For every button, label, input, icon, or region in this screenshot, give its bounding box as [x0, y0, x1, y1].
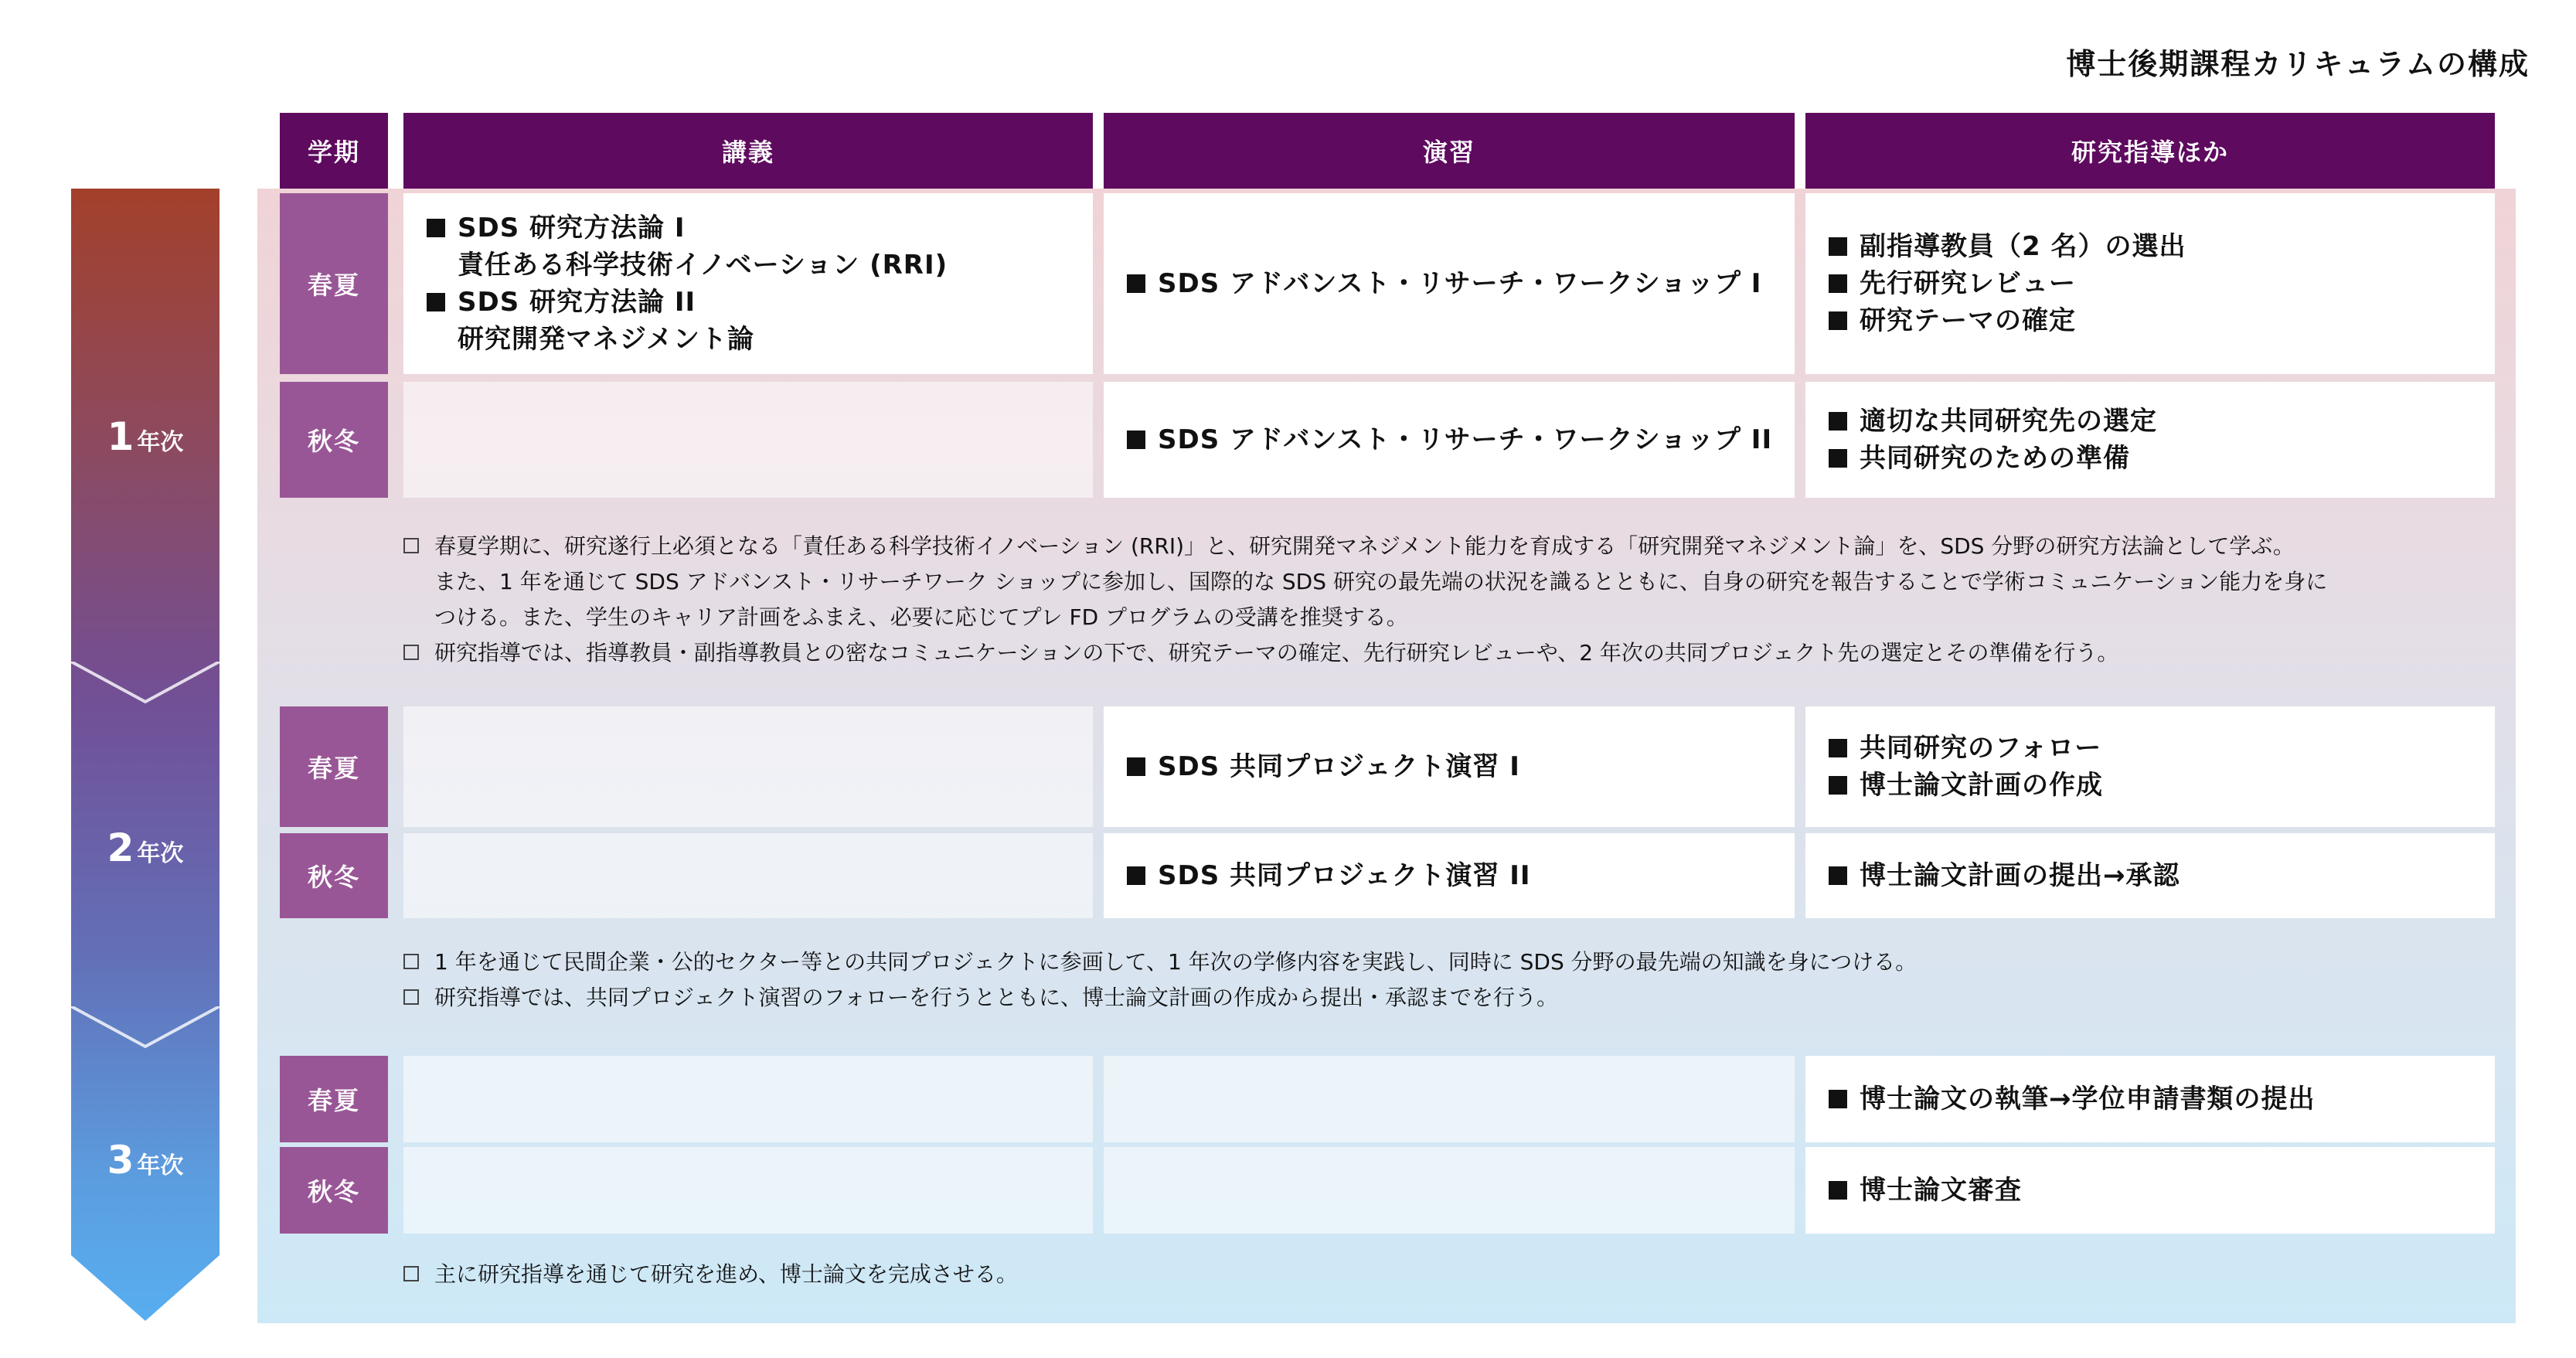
note-item: 主に研究指導を通じて研究を進め、博士論文を完成させる。: [403, 1257, 2490, 1292]
checkbox-square-icon: [403, 954, 419, 969]
course-item: SDS 研究方法論 I: [427, 209, 1093, 247]
chevron-divider-icon: [71, 1006, 219, 1050]
bullet-square-icon: [1829, 866, 1847, 885]
bullet-square-icon: [1829, 1181, 1847, 1200]
term-label: 秋冬: [280, 1147, 388, 1234]
bullet-square-icon: [1829, 1090, 1847, 1108]
research-cell: [1805, 382, 2495, 498]
header-research: 研究指導ほか: [1805, 113, 2495, 189]
year-note: [403, 529, 2490, 671]
course-item: SDS 共同プロジェクト演習 I: [1127, 748, 1795, 785]
term-label: 春夏: [280, 1056, 388, 1142]
research-item: 共同研究のための準備: [1829, 440, 2495, 477]
lecture-cell: [403, 833, 1093, 918]
year-label-1: 1 年次: [107, 414, 184, 459]
exercise-cell: [1104, 193, 1795, 374]
lecture-cell: [403, 193, 1093, 374]
bullet-square-icon: [1127, 866, 1145, 885]
note-item: 研究指導では、共同プロジェクト演習のフォローを行うとともに、博士論文計画の作成から提出・承認までを行う。: [403, 980, 2490, 1016]
research-item: 先行研究レビュー: [1829, 265, 2495, 302]
year-note: [403, 944, 2490, 1016]
research-item: 博士論文計画の作成: [1829, 767, 2495, 804]
research-cell: [1805, 1147, 2495, 1234]
course-item: 責任ある科学技術イノベーション (RRI): [458, 250, 948, 281]
research-item: 研究テーマの確定: [1829, 302, 2495, 339]
term-label: 春夏: [280, 193, 388, 374]
bullet-square-icon: [427, 219, 445, 237]
lecture-cell: [403, 706, 1093, 827]
research-item: 博士論文計画の提出→承認: [1829, 857, 2495, 894]
course-item: 研究開発マネジメント論: [458, 324, 754, 355]
research-cell: [1805, 833, 2495, 918]
note-item: 1 年を通じて民間企業・公的セクター等との共同プロジェクトに参画して、1 年次の学修内容を実践し、同時に SDS 分野の最先端の知識を身につける。: [403, 944, 2490, 980]
bullet-square-icon: [1829, 274, 1847, 293]
bullet-square-icon: [1829, 311, 1847, 330]
exercise-cell: [1104, 833, 1795, 918]
bullet-square-icon: [1829, 776, 1847, 795]
exercise-cell: [1104, 382, 1795, 498]
bullet-square-icon: [1127, 431, 1145, 449]
bullet-square-icon: [1829, 449, 1847, 468]
chevron-divider-icon: [71, 662, 219, 705]
bullet-square-icon: [1127, 757, 1145, 776]
course-item: SDS 共同プロジェクト演習 II: [1127, 857, 1795, 894]
research-item: 博士論文審査: [1829, 1172, 2495, 1209]
year-label-2: 2 年次: [107, 825, 184, 870]
checkbox-square-icon: [403, 989, 419, 1005]
header-exercise: 演習: [1104, 113, 1795, 189]
lecture-cell: [403, 382, 1093, 498]
term-label: 春夏: [280, 706, 388, 827]
bullet-square-icon: [1829, 237, 1847, 256]
course-item: SDS アドバンスト・リサーチ・ワークショップ I: [1127, 265, 1795, 302]
header-term: 学期: [280, 113, 388, 189]
lecture-cell: [403, 1147, 1093, 1234]
header-lecture: 講義: [403, 113, 1093, 189]
term-label: 秋冬: [280, 382, 388, 498]
bullet-square-icon: [1829, 412, 1847, 431]
research-cell: [1805, 1056, 2495, 1142]
research-cell: [1805, 706, 2495, 827]
exercise-cell: [1104, 1147, 1795, 1234]
research-item: 適切な共同研究先の選定: [1829, 403, 2495, 440]
exercise-cell: [1104, 1056, 1795, 1142]
checkbox-square-icon: [403, 538, 419, 553]
bullet-square-icon: [1127, 274, 1145, 293]
term-label: 秋冬: [280, 833, 388, 918]
course-item: SDS アドバンスト・リサーチ・ワークショップ II: [1127, 421, 1795, 458]
exercise-cell: [1104, 706, 1795, 827]
research-cell: [1805, 193, 2495, 374]
research-item: 共同研究のフォロー: [1829, 730, 2495, 767]
course-item: SDS 研究方法論 II: [427, 284, 1093, 321]
research-item: 副指導教員（2 名）の選出: [1829, 228, 2495, 265]
research-item: 博士論文の執筆→学位申請書類の提出: [1829, 1081, 2495, 1118]
lecture-cell: [403, 1056, 1093, 1142]
year-label-3: 3 年次: [107, 1138, 184, 1183]
checkbox-square-icon: [403, 1266, 419, 1281]
checkbox-square-icon: [403, 645, 419, 660]
note-item: 春夏学期に、研究遂行上必須となる「責任ある科学技術イノベーション (RRI)」と、研究開発マネジメント能力を育成する「研究開発マネジメント論」を、SDS 分野の研究方法論として学ぶ。 また、1 年を通じて SDS アドバンスト・リサーチワーク ショップに参加し、国際的な SDS 研究の最先端の状況を識るとともに、自身の研究を報告することで学術コミュニケーション能力を身に つける。また、学生のキャリア計画をふまえ、必要に応じてプレ FD プログラムの受講を推奨する。: [403, 529, 2490, 635]
bullet-square-icon: [1829, 739, 1847, 757]
year-note: [403, 1257, 2490, 1292]
note-item: 研究指導では、指導教員・副指導教員との密なコミュニケーションの下で、研究テーマの確定、先行研究レビューや、2 年次の共同プロジェクト先の選定とその準備を行う。: [403, 635, 2490, 671]
page-title: 博士後期課程カリキュラムの構成: [2066, 47, 2530, 81]
bullet-square-icon: [427, 293, 445, 311]
